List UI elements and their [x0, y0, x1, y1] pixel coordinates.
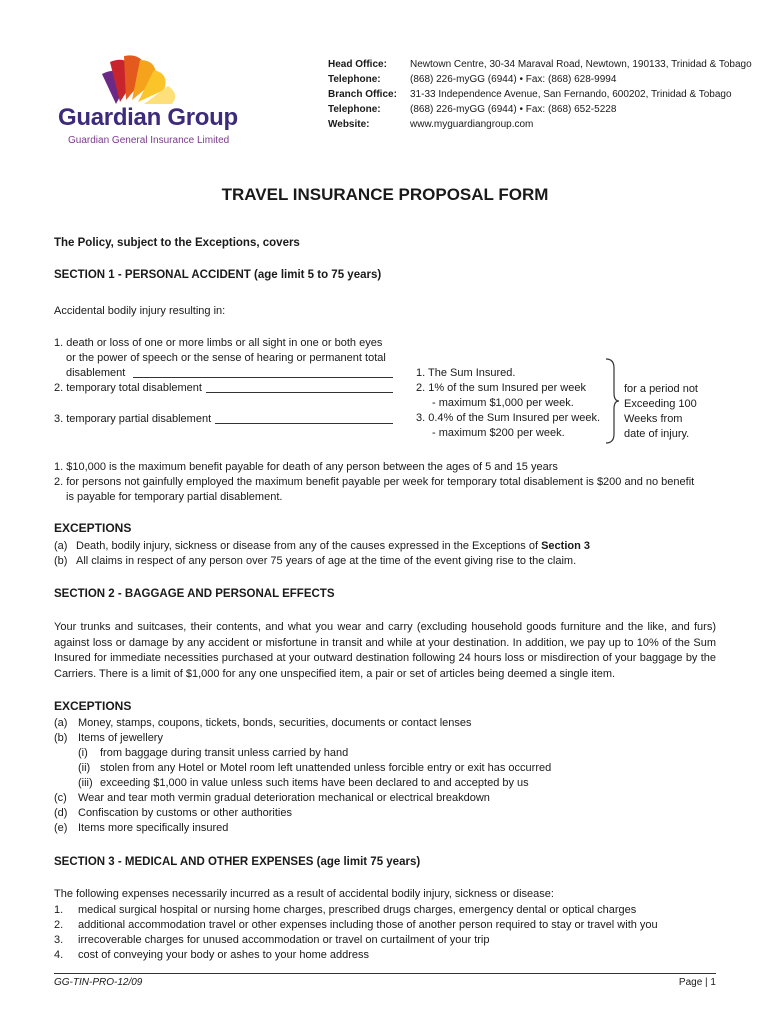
list-item: 3. 0.4% of the Sum Insured per week. — [416, 412, 601, 424]
exception-item — [54, 716, 551, 731]
contact-block — [328, 57, 752, 132]
contact-value: Newtown Centre, 30-34 Maraval Road, Newtown, 190133, Trinidad & Tobago — [410, 59, 752, 70]
exception-text: Items of jewellery — [78, 732, 163, 744]
list-item: or the power of speech or the sense of hearing or permanent total — [66, 352, 386, 364]
section1-intro: Accidental bodily injury resulting in: — [54, 305, 226, 317]
section1-left-list — [54, 336, 399, 427]
list-item: 1. The Sum Insured. — [416, 367, 516, 379]
exception-mark: (ii) — [78, 762, 91, 774]
list-item: 2. 1% of the sum Insured per week — [416, 382, 586, 394]
period-line: date of injury. — [624, 428, 690, 440]
exception-item — [54, 806, 551, 821]
benefit-period — [624, 382, 698, 442]
list-number: 4. — [54, 949, 64, 961]
section1-heading: SECTION 1 - PERSONAL ACCIDENT (age limit 5 to 75 years) — [54, 269, 382, 281]
policy-intro: The Policy, subject to the Exceptions, covers — [54, 237, 300, 249]
contact-row — [328, 87, 752, 102]
exception-mark: (b) — [54, 732, 68, 744]
exception-subitem — [54, 761, 551, 776]
contact-value: (868) 226-myGG (6944) • Fax: (868) 628-9994 — [410, 74, 617, 85]
section2-exceptions — [54, 716, 551, 836]
exception-text: Money, stamps, coupons, tickets, bonds, securities, documents or contact lenses — [78, 717, 472, 729]
list-item — [54, 948, 658, 963]
section3-list — [54, 903, 658, 963]
contact-label: Website: — [328, 119, 370, 130]
exception-text: Death, bodily injury, sickness or disease from any of the causes expressed in the Exceptions of — [76, 540, 542, 552]
website-link[interactable]: www.myguardiangroup.com — [410, 119, 534, 130]
list-number: 2. — [54, 919, 64, 931]
exception-item — [54, 731, 551, 746]
exception-mark: (a) — [54, 540, 68, 552]
period-line: Exceeding 100 — [624, 398, 697, 410]
section1-exceptions — [54, 539, 590, 569]
list-text: medical surgical hospital or nursing home charges, prescribed drugs charges, emergency dental or optical charges — [78, 904, 637, 916]
blank-line — [206, 392, 393, 393]
page-title: TRAVEL INSURANCE PROPOSAL FORM — [221, 185, 549, 204]
list-item-label: disablement — [66, 367, 126, 379]
exception-text: Confiscation by customs or other authorities — [78, 807, 292, 819]
contact-label: Branch Office: — [328, 89, 397, 100]
period-line: for a period not — [624, 383, 698, 395]
list-item-label: 3. temporary partial disablement — [54, 413, 212, 425]
contact-row — [328, 72, 752, 87]
blank-line — [133, 377, 393, 378]
form-code: GG-TIN-PRO-12/09 — [54, 977, 143, 988]
contact-row — [328, 117, 752, 132]
brand-subtitle: Guardian General Insurance Limited — [68, 135, 230, 146]
contact-label: Head Office: — [328, 59, 387, 70]
exception-item — [54, 791, 551, 806]
section1-benefit-list — [416, 366, 600, 441]
period-line: Weeks from — [624, 413, 683, 425]
list-item: - maximum $200 per week. — [432, 427, 565, 439]
list-text: irrecoverable charges for unused accommodation or travel on curtailment of your trip — [78, 934, 490, 946]
list-item-label: 2. temporary total disablement — [54, 382, 202, 394]
contact-label: Telephone: — [328, 74, 381, 85]
list-item — [54, 903, 658, 918]
note: is payable for temporary partial disablement. — [66, 491, 283, 503]
section2-heading: SECTION 2 - BAGGAGE AND PERSONAL EFFECTS — [54, 588, 335, 600]
contact-value: 31-33 Independence Avenue, San Fernando, 600202, Trinidad & Tobago — [410, 89, 732, 100]
list-text: cost of conveying your body or ashes to your home address — [78, 949, 370, 961]
exception-text: Wear and tear moth vermin gradual deterioration mechanical or electrical breakdown — [78, 792, 490, 804]
list-item — [54, 933, 658, 948]
exception-item — [54, 554, 590, 569]
contact-value: (868) 226-myGG (6944) • Fax: (868) 652-5228 — [410, 104, 617, 115]
list-item: - maximum $1,000 per week. — [432, 397, 574, 409]
exception-mark: (d) — [54, 807, 68, 819]
section2-exceptions-heading: EXCEPTIONS — [54, 699, 132, 713]
contact-label: Telephone: — [328, 104, 381, 115]
blank-line — [215, 423, 393, 424]
brand-name: Guardian Group — [58, 104, 238, 131]
note: 1. $10,000 is the maximum benefit payable for death of any person between the ages of 5 and 15 years — [54, 461, 558, 473]
list-number: 1. — [54, 904, 64, 916]
section1-exceptions-heading: EXCEPTIONS — [54, 521, 132, 535]
exception-text: exceeding $1,000 in value unless such items have been declared to and accepted by us — [100, 777, 529, 789]
exception-subitem — [54, 746, 551, 761]
exception-mark: (a) — [54, 717, 68, 729]
contact-row — [328, 102, 752, 117]
section2-paragraph: Your trunks and suitcases, their contents, and what you wear and carry (excluding household goods furniture and the like, and furs) against loss or damage by any accident or misfortune in transit and while at your destination. In addition, we pay up to 10% of the Sum Insured for immediate necessities purchased at your outward destination following 24 hours loss or misdirection of your baggage by the Carriers. There is a limit of $1,000 for any one unspecified item, a pair or set of articles being deemed a single item. — [54, 621, 716, 680]
list-item — [54, 412, 399, 427]
note: 2. for persons not gainfully employed the maximum benefit payable per week for temporary total disablement is $200 and no benefit — [54, 476, 695, 488]
exception-item — [54, 821, 551, 836]
footer-divider — [54, 973, 716, 974]
contact-row — [328, 57, 752, 72]
exception-bold-text: Section 3 — [541, 540, 590, 552]
exception-mark: (iii) — [78, 777, 93, 789]
exception-text: All claims in respect of any person over 75 years of age at the time of the event giving rise to the claim. — [76, 555, 577, 567]
list-item — [54, 381, 399, 396]
guardian-logo-icon — [88, 52, 188, 108]
exception-text: stolen from any Hotel or Motel room left unattended unless forcible entry or exit has occurred — [100, 762, 552, 774]
exception-item — [54, 539, 590, 554]
list-item — [54, 918, 658, 933]
exception-mark: (c) — [54, 792, 67, 804]
section3-heading: SECTION 3 - MEDICAL AND OTHER EXPENSES (age limit 75 years) — [54, 856, 421, 868]
exception-subitem — [54, 776, 551, 791]
exception-text: Items more specifically insured — [78, 822, 229, 834]
brace-icon — [604, 358, 620, 449]
list-item: 1. death or loss of one or more limbs or all sight in one or both eyes — [54, 337, 383, 349]
section3-intro: The following expenses necessarily incurred as a result of accidental bodily injury, sickness or disease: — [54, 888, 554, 900]
list-text: additional accommodation travel or other expenses including those of another person required to stay or travel with you — [78, 919, 658, 931]
exception-mark: (b) — [54, 555, 68, 567]
section1-notes — [54, 460, 694, 505]
exception-mark: (e) — [54, 822, 68, 834]
exception-text: from baggage during transit unless carried by hand — [100, 747, 349, 759]
list-number: 3. — [54, 934, 64, 946]
list-item — [54, 366, 399, 381]
exception-mark: (i) — [78, 747, 88, 759]
page-number: Page | 1 — [678, 977, 716, 988]
